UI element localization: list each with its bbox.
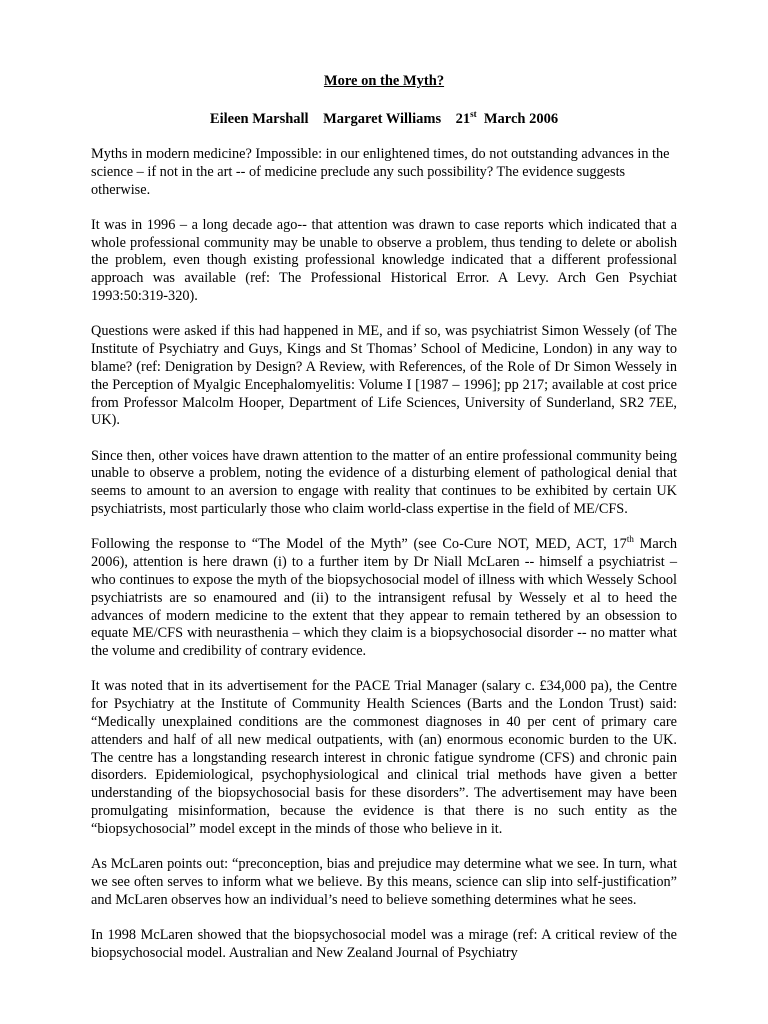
paragraph-6: It was noted that in its advertisement for the PACE Trial Manager (salary c. £34,000 pa), the Centre for Psychiatry at the Institute of Community Health Sciences (Barts and the London Trust) said: “Medically unexplained conditions are the commonest diagnoses in 40 per cent of primary care attenders and half of all new medical outpatients, with (an) enormous economic burden to the UK. The centre has a longstanding research interest in chronic fatigue syndrome (CFS) and chronic pain disorders. Epidemiological, psychophysiological and clinical trial methods have given a better understanding of the biopsychosocial basis for these disorders”. The advertisement may have been promulgating misinformation, because the evidence is that there is no such entity as the “biopsychosocial” model except in the minds of those who believe in it. <box>91 678 677 837</box>
document-byline <box>0 109 768 129</box>
paragraph-5-rest: March 2006), attention is here drawn (i) to a further item by Dr Niall McLaren -- himself a psychiatrist – who continues to expose the myth of the biopsychosocial model of illness with which Wessely School psychiatrists are so enamoured and (ii) to the intransigent refusal by Wessely et al to heed the advances of modern medicine to the extent that they appear to remain tethered by an obsession to equate ME/CFS with neurasthenia – which they claim is a biopsychosocial disorder -- no matter what the volume and credibility of contrary evidence. <box>91 536 677 660</box>
author-eileen-marshall: Eileen Marshall <box>209 111 309 127</box>
document-body <box>91 146 677 980</box>
paragraph-5-start: Following the response to “The Model of the Myth” (see Co-Cure NOT, MED, ACT, 17 <box>91 536 627 553</box>
paragraph-4: Since then, other voices have drawn attention to the matter of an entire professional community being unable to observe a problem, noting the evidence of a disturbing element of pathological denial that seems to amount to an aversion to engage with reality that continues to be exhibited by certain UK psychiatrists, most particularly those who claim world-class expertise in the field of ME/CFS. <box>91 447 677 518</box>
date-suffix: st <box>470 109 477 119</box>
document-title: More on the Myth? <box>323 73 445 89</box>
paragraph-5 <box>91 536 677 661</box>
paragraph-2: It was in 1996 – a long decade ago-- that attention was drawn to case reports which indicated that a whole professional community may be unable to observe a problem, thus tending to delete or abolish the problem, even though existing professional knowledge indicated that a different professional approach was available (ref: The Professional Historical Error. A Levy. Arch Gen Psychiat 1993:50:319-320). <box>91 216 677 305</box>
paragraph-8: In 1998 McLaren showed that the biopsychosocial model was a mirage (ref: A critical review of the biopsychosocial model. Australian and New Zealand Journal of Psychiatry <box>91 926 677 961</box>
paragraph-5-superscript: th <box>626 534 634 545</box>
paragraph-7: As McLaren points out: “preconception, bias and prejudice may determine what we see. In turn, what we see often serves to inform what we believe. By this means, science can slip into self-justification” and McLaren observes how an individual’s need to believe something determines what he sees. <box>91 856 677 908</box>
paragraph-3: Questions were asked if this had happened in ME, and if so, was psychiatrist Simon Wessely (of The Institute of Psychiatry and Guys, Kings and St Thomas’ School of Medicine, London) in any way to blame? (ref: Denigration by Design? A Review, with References, of the Role of Dr Simon Wessely in the Perception of Myalgic Encephalomyelitis: Volume I [1987 – 1996]; pp 217; available at cost price from Professor Malcolm Hooper, Department of Life Sciences, University of Sunderland, SR2 7EE, UK). <box>91 323 677 429</box>
date-day: 21 <box>455 111 471 127</box>
date-month-year: March 2006 <box>483 111 559 127</box>
author-margaret-williams: Margaret Williams <box>323 111 442 127</box>
paragraph-1: Myths in modern medicine? Impossible: in our enlightened times, do not outstanding advances in the science – if not in the art -- of medicine preclude any such possibility? The evidence suggests otherwise. <box>91 146 670 198</box>
